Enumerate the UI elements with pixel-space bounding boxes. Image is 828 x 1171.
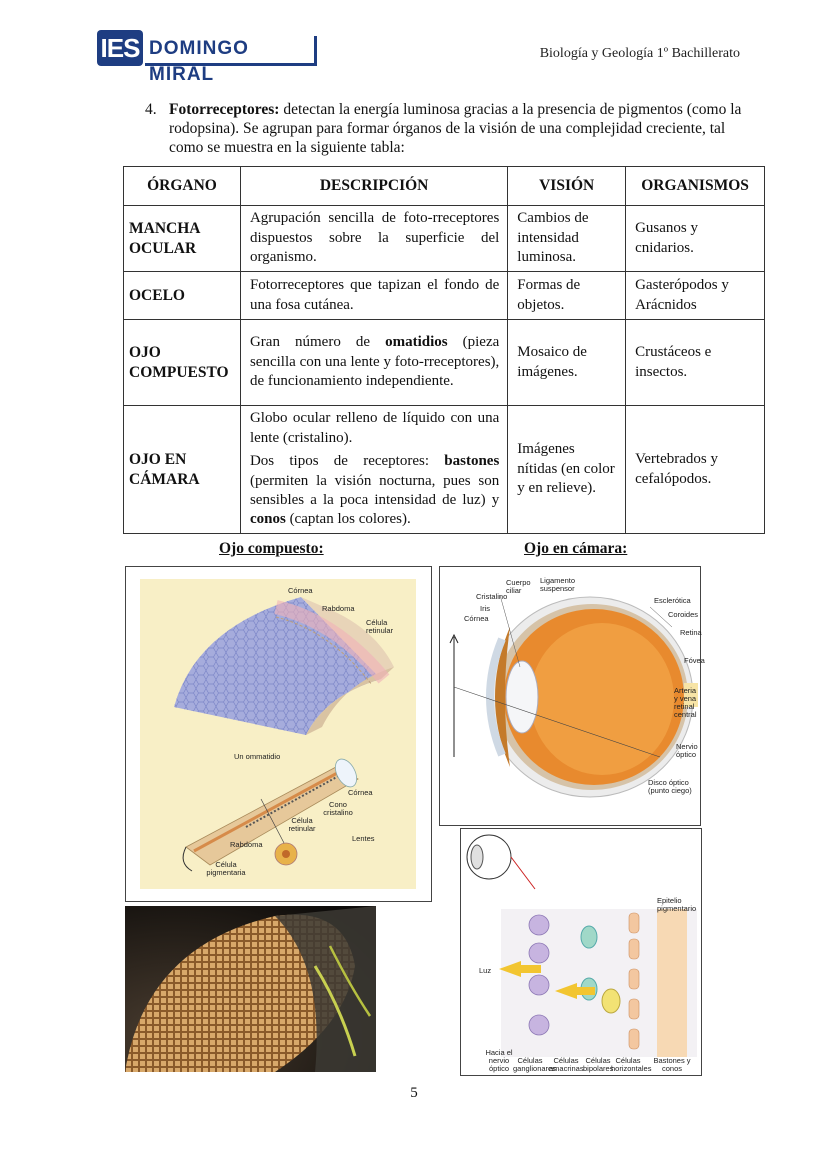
label-optic-nerve: Nervio óptico (676, 742, 698, 759)
intro-heading: Fotorreceptores: (169, 101, 280, 118)
table-row (124, 320, 765, 406)
description-cell (240, 320, 507, 406)
label-rabdoma-2: Rabdoma (230, 840, 263, 849)
label-rabdoma: Rabdoma (322, 604, 355, 613)
organ-cell: OCELO (124, 272, 241, 320)
desc-text: Gran número de (249, 334, 386, 351)
description-cell: Agrupación sencilla de foto-rreceptores dispuestos sobre la superficie del organismo. (240, 206, 507, 272)
organisms-cell: Gusanos y cnidarios. (626, 206, 765, 272)
label-fovea: Fóvea (684, 656, 705, 665)
label-amacrine-cells: Células amacrinas (549, 1056, 584, 1073)
desc-paragraph (250, 452, 499, 530)
label-lens: Cristalino (476, 592, 508, 601)
label-pigment-cell: Célula pigmentaria (206, 860, 246, 877)
description-cell (240, 406, 507, 534)
logo-ies: IES (97, 30, 143, 66)
caption-camera-eye: Ojo en cámara: (524, 540, 628, 557)
label-choroid: Coroides (668, 610, 699, 619)
label-retina: Retina (680, 628, 702, 637)
label-iris: Iris (480, 604, 490, 613)
label-lenses: Lentes (352, 834, 375, 843)
desc-text: (pieza sencilla con una lente y foto-rreceptores), de funcionamiento independiente. (249, 334, 500, 390)
organisms-cell: Crustáceos e insectos. (626, 320, 765, 406)
description-cell: Fotorreceptores que tapizan el fondo de una fosa cutánea. (240, 272, 507, 320)
table-row (124, 206, 765, 272)
desc-bold: conos (249, 511, 286, 528)
label-optic-disc: Disco óptico (punto ciego) (648, 778, 692, 795)
label-cornea-2: Córnea (348, 788, 373, 797)
intro-body: detectan la energía luminosa gracias a la presencia de pigmentos (como la rodopsina). Se agrupan para formar órganos de la visión de una complejidad creciente, tal como se muestra en la siguiente tabla: (169, 101, 742, 156)
label-cornea: Córnea (288, 586, 313, 595)
table-row (124, 406, 765, 534)
vision-cell: Formas de objetos. (508, 272, 626, 320)
label-suspensory-ligament: Ligamento suspensor (540, 576, 576, 593)
camera-eye-diagram (439, 566, 705, 826)
organ-cell: MANCHA OCULAR (124, 206, 241, 272)
desc-text: (captan los colores). (285, 511, 411, 528)
organs-table (123, 166, 765, 534)
label-light: Luz (479, 966, 492, 975)
label-to-optic-nerve: Hacia el nervio óptico (485, 1048, 513, 1073)
vision-cell: Imágenes nítidas (en color y en relieve). (508, 406, 626, 534)
desc-text: Dos tipos de receptores: (249, 453, 445, 470)
retina-layers-diagram (460, 828, 702, 1076)
intro-text (169, 100, 745, 157)
caption-compound-eye: Ojo compuesto: (219, 540, 324, 557)
header-organisms: ORGANISMOS (626, 167, 765, 206)
desc-paragraph: Globo ocular relleno de líquido con una lente (cristalino). (249, 410, 500, 446)
desc-bold: bastones (444, 453, 500, 470)
organ-cell: OJO EN CÁMARA (124, 406, 241, 534)
table-header-row (124, 167, 765, 206)
label-ganglion-cells: Células ganglionares (513, 1056, 556, 1073)
desc-bold: omatidios (385, 334, 448, 351)
label-horizontal-cells: Células horizontales (611, 1056, 652, 1073)
header-vision: VISIÓN (508, 167, 626, 206)
label-pigment-epithelium: Epitelio pigmentario (657, 896, 697, 913)
label-retinular-cell: Célula retinular (366, 618, 394, 635)
organisms-cell: Gasterópodos y Arácnidos (626, 272, 765, 320)
school-logo (97, 28, 319, 85)
label-retinal-artery: Arteria y vena retinal central (674, 686, 697, 719)
label-ciliary-body: Cuerpo ciliar (506, 578, 531, 595)
organisms-cell: Vertebrados y cefalópodos. (626, 406, 765, 534)
fly-eye-photo (125, 906, 376, 1072)
header-description: DESCRIPCIÓN (240, 167, 507, 206)
label-bipolar-cells: Células bipolares (583, 1056, 614, 1073)
page-number: 5 (410, 1085, 418, 1101)
label-retinular-cell-2: Célula retinular (288, 816, 316, 833)
list-number: 4. (145, 101, 157, 118)
course-header: Biología y Geología 1º Bachillerato (539, 46, 740, 61)
fly-eye-illustration (125, 906, 376, 1072)
label-cornea-eye: Córnea (464, 614, 489, 623)
vision-cell: Mosaico de imágenes. (508, 320, 626, 406)
header-organ: ÓRGANO (124, 167, 241, 206)
label-sclera: Esclerótica (654, 596, 691, 605)
desc-text: (permiten la visión nocturna, pues son sensibles a la poca intensidad de luz) y (249, 472, 500, 508)
label-rods-and-cones: Bastones y conos (653, 1056, 691, 1073)
vision-cell: Cambios de intensidad luminosa. (508, 206, 626, 272)
logo-name: DOMINGO MIRAL (145, 36, 317, 66)
label-crystalline-cone: Cono cristalino (323, 800, 353, 817)
organ-cell: OJO COMPUESTO (124, 320, 241, 406)
label-ommatidium: Un ommatidio (234, 752, 281, 761)
retina-illustration (461, 829, 701, 1075)
table-row (124, 272, 765, 320)
compound-eye-diagram (125, 566, 432, 902)
